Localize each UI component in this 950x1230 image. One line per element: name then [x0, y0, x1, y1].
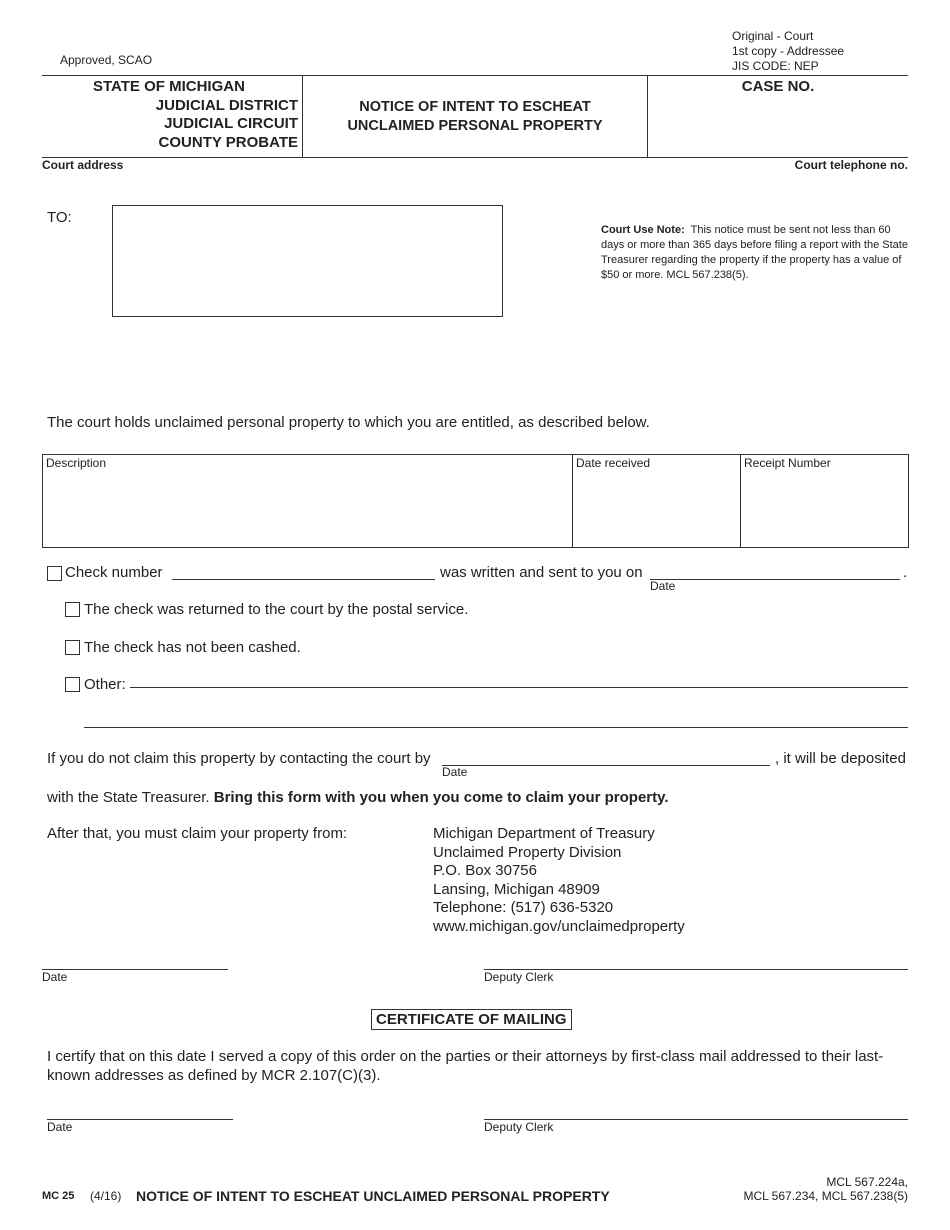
deposited-text: , it will be deposited: [775, 750, 906, 767]
property-table: [42, 454, 909, 548]
check-date-field[interactable]: [650, 579, 900, 580]
check-number-label: Check number: [65, 564, 163, 581]
signature-date-field[interactable]: [42, 969, 228, 970]
receipt-number-field[interactable]: [742, 473, 906, 545]
copy-line: 1st copy - Addressee: [732, 44, 845, 58]
addressee-field[interactable]: [112, 205, 503, 317]
approved-label: Approved, SCAO: [60, 53, 153, 67]
certificate-date-label: Date: [47, 1120, 73, 1134]
col-description: Description: [46, 456, 107, 470]
not-cashed-label: The check has not been cashed.: [84, 639, 301, 656]
court-address-label: Court address: [42, 158, 124, 172]
case-no-label: CASE NO.: [741, 78, 815, 95]
returned-checkbox[interactable]: [65, 602, 80, 617]
other-field-line2[interactable]: [84, 727, 908, 728]
date-received-field[interactable]: [574, 473, 739, 545]
col-receipt-number: Receipt Number: [744, 456, 831, 470]
copy-line: JIS CODE: NEP: [732, 59, 819, 73]
court-use-note-text: This notice must be sent not less than 60 days or more than 365 days before filing a report with the State Treasurer regarding the property if the property has a value of $50 or more. MCL 567.238(5).: [601, 224, 908, 281]
claim-date-field[interactable]: [442, 765, 770, 766]
court-probate: COUNTY PROBATE: [158, 133, 298, 151]
copy-distribution: [732, 29, 844, 74]
footer-title: NOTICE OF INTENT TO ESCHEAT UNCLAIMED PERSONAL PROPERTY: [136, 1188, 610, 1204]
other-checkbox[interactable]: [65, 677, 80, 692]
form-revision: (4/16): [90, 1189, 122, 1203]
court-use-note-label: Court Use Note:: [601, 224, 685, 236]
check-number-checkbox[interactable]: [47, 566, 62, 581]
certificate-deputy-label: Deputy Clerk: [484, 1120, 554, 1134]
certificate-title: CERTIFICATE OF MAILING: [371, 1009, 572, 1030]
not-cashed-checkbox[interactable]: [65, 640, 80, 655]
check-date-label: Date: [650, 579, 676, 593]
returned-label: The check was returned to the court by the postal service.: [84, 601, 469, 618]
court-state: STATE OF MICHIGAN: [93, 78, 245, 95]
signature-date-label: Date: [42, 970, 68, 984]
treasury-website-link[interactable]: www.michigan.gov/unclaimedproperty: [433, 917, 685, 935]
claim-text: If you do not claim this property by contacting the court by: [47, 750, 431, 767]
mcl-references: MCL 567.224a, MCL 567.234, MCL 567.238(5): [743, 1175, 908, 1203]
form-number: MC 25: [42, 1190, 75, 1202]
certificate-date-field[interactable]: [47, 1119, 233, 1120]
written-sent-label: was written and sent to you on: [440, 564, 643, 581]
court-circuit: JUDICIAL CIRCUIT: [164, 115, 298, 132]
copy-line: Original - Court: [732, 29, 814, 43]
other-field[interactable]: [130, 687, 908, 688]
after-text: After that, you must claim your property from:: [47, 825, 348, 842]
form-title: NOTICE OF INTENT TO ESCHEAT UNCLAIMED PERSONAL PROPERTY: [347, 99, 603, 134]
court-district: JUDICIAL DISTRICT: [155, 96, 298, 114]
period: .: [903, 564, 908, 581]
treasurer-text: with the State Treasurer. Bring this form with you when you come to claim your property.: [47, 789, 669, 806]
bring-form-note: Bring this form with you when you come to claim your property.: [213, 789, 669, 806]
treasury-address: Michigan Department of Treasury Unclaimed Property Division P.O. Box 30756 Lansing, Michigan 48909 Telephone: (517) 636-5320 www.michigan.gov/unclaimedproperty: [433, 825, 685, 935]
to-label: TO:: [47, 209, 72, 226]
court-name-block: [60, 78, 298, 152]
court-use-note: [601, 223, 911, 283]
other-label: Other:: [84, 676, 126, 693]
deputy-clerk-label: Deputy Clerk: [484, 970, 554, 984]
intro-text: The court holds unclaimed personal property to which you are entitled, as described below.: [47, 414, 650, 431]
certificate-text: I certify that on this date I served a copy of this order on the parties or their attorneys by first-class mail addressed to their last-known addresses as defined by MCR 2.107(C)(3).: [47, 1048, 884, 1084]
claim-date-label: Date: [442, 765, 468, 779]
description-field[interactable]: [43, 473, 571, 545]
court-telephone-label: Court telephone no.: [794, 158, 908, 172]
check-number-field[interactable]: [172, 579, 435, 580]
col-date-received: Date received: [576, 456, 651, 470]
